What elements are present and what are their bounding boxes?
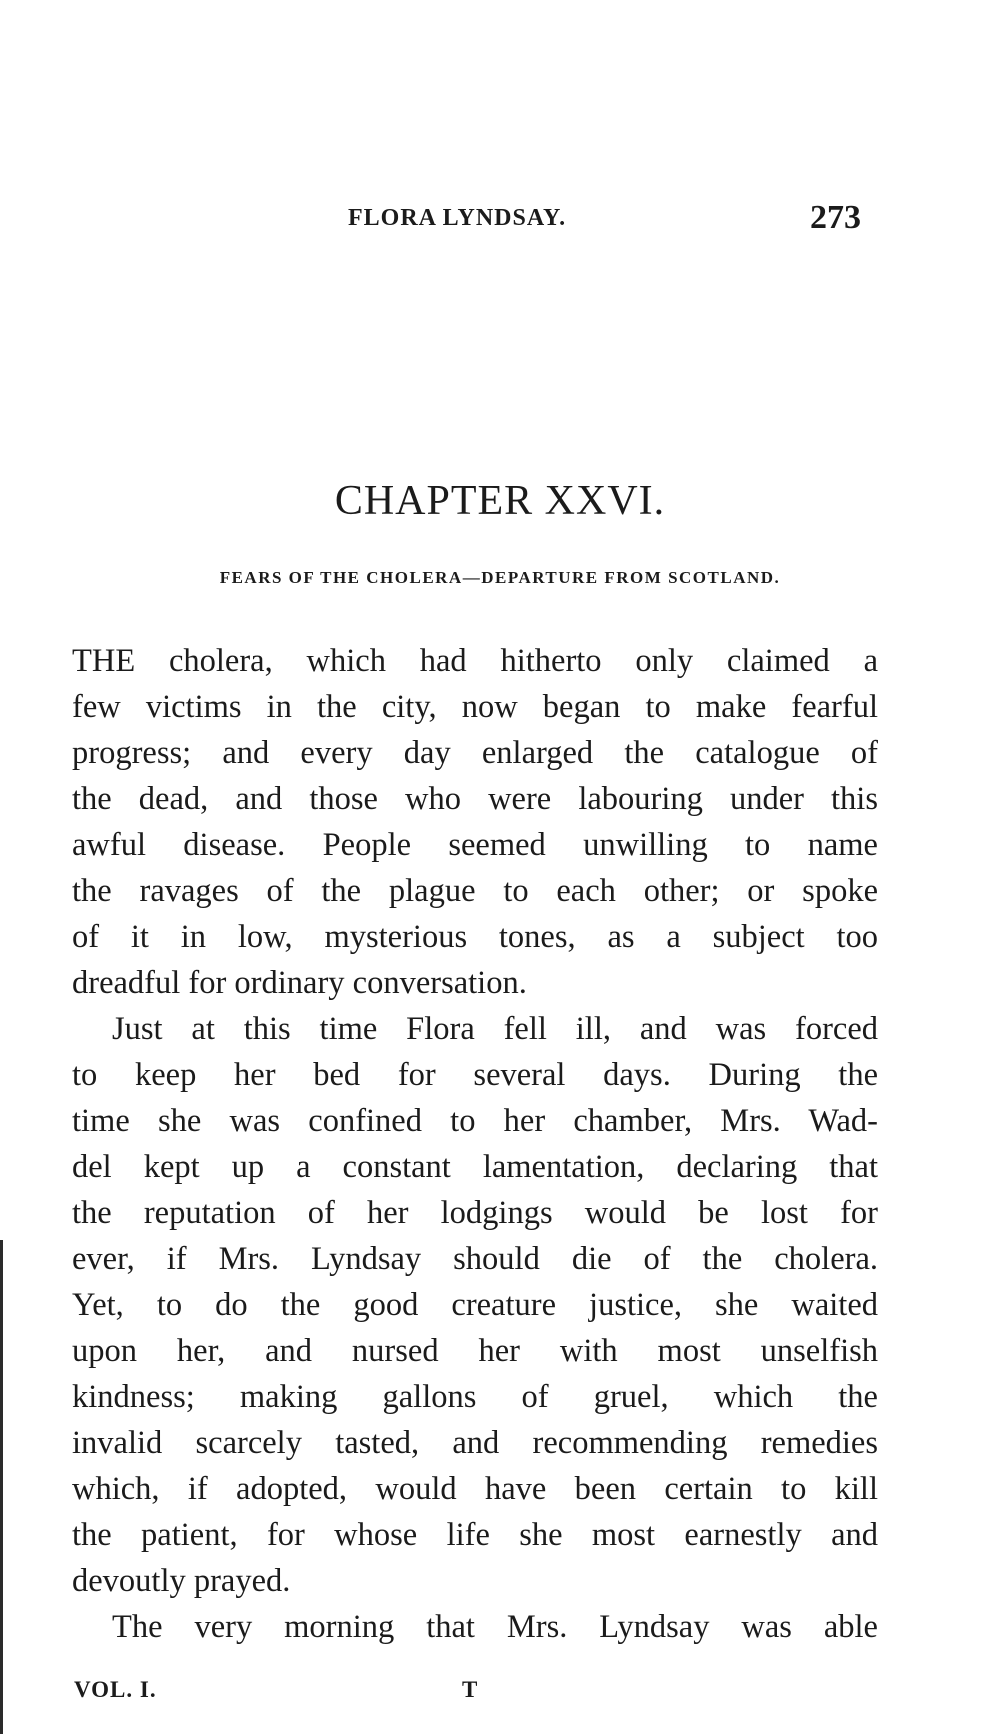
text-line: which, if adopted, would have been certain to kill [72, 1471, 878, 1507]
paragraph-2 [72, 1006, 878, 1604]
text-line: del kept up a constant lamentation, declaring that [72, 1149, 878, 1185]
text-line: ever, if Mrs. Lyndsay should die of the cholera. [72, 1241, 878, 1277]
text-line: time she was confined to her chamber, Mrs. Wad- [72, 1103, 878, 1139]
text-line: invalid scarcely tasted, and recommending remedies [72, 1425, 878, 1461]
text-line: to keep her bed for several days. During the [72, 1057, 878, 1093]
paragraph-1 [72, 638, 878, 1006]
text-line: the patient, for whose life she most earnestly and [72, 1517, 878, 1553]
text-line: awful disease. People seemed unwilling to name [72, 827, 878, 863]
text-line: upon her, and nursed her with most unselfish [72, 1333, 878, 1369]
volume-mark: VOL. I. [74, 1677, 157, 1702]
chapter-subtitle: FEARS OF THE CHOLERA—DEPARTURE FROM SCOTLAND. [219, 568, 781, 587]
signature-mark: T [462, 1677, 478, 1702]
text-line: Just at this time Flora fell ill, and was forced [112, 1011, 878, 1047]
text-line: Yet, to do the good creature justice, she waited [72, 1287, 878, 1323]
text-line: dreadful for ordinary conversation. [72, 965, 527, 1001]
text-line: of it in low, mysterious tones, as a subject too [72, 919, 878, 955]
text-line: the ravages of the plague to each other; or spoke [72, 873, 878, 909]
text-line: devoutly prayed. [72, 1563, 291, 1599]
scan-edge-line [0, 1240, 3, 1734]
page-number: 273 [810, 199, 861, 236]
text-line: kindness; making gallons of gruel, which the [72, 1379, 878, 1415]
text-line: THE cholera, which had hitherto only claimed a [72, 643, 878, 679]
text-line: The very morning that Mrs. Lyndsay was able [112, 1609, 878, 1645]
text-line: the dead, and those who were labouring under this [72, 781, 878, 817]
running-head [0, 199, 1000, 245]
paragraph-3 [72, 1604, 878, 1650]
running-title: FLORA LYNDSAY. [348, 205, 567, 231]
chapter-title: CHAPTER XXVI. [334, 478, 666, 524]
text-line: the reputation of her lodgings would be lost for [72, 1195, 878, 1231]
text-line: progress; and every day enlarged the catalogue of [72, 735, 878, 771]
page-footer [0, 1677, 1000, 1707]
body-text [72, 638, 878, 1650]
text-line: few victims in the city, now began to make fearful [72, 689, 878, 725]
